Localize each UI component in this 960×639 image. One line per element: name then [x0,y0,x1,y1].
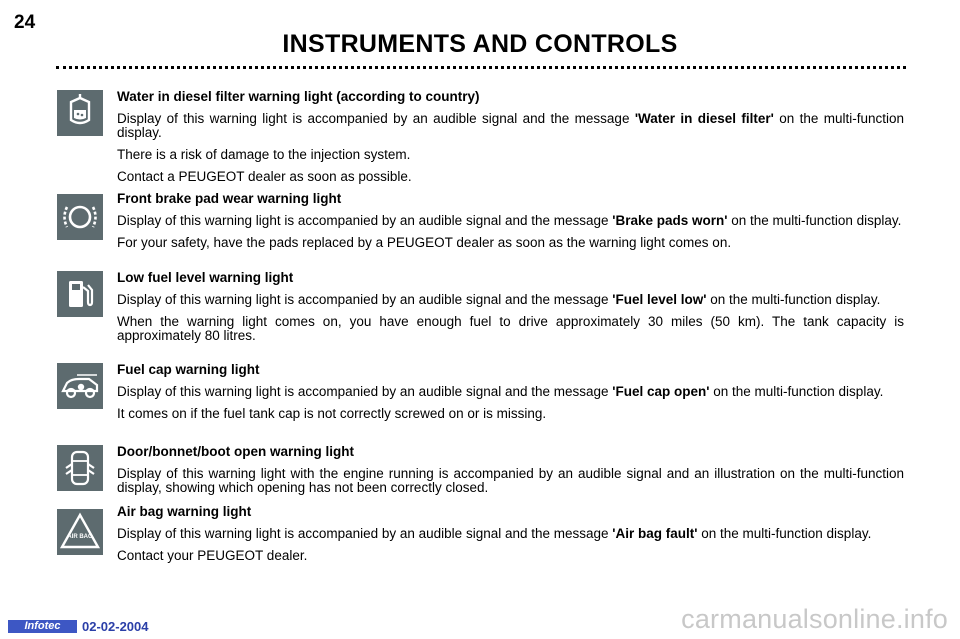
page-number: 24 [14,12,36,33]
display-message: 'Fuel cap open' [612,384,710,399]
dotted-divider [56,66,906,69]
section-paragraph: Display of this warning light is accompanied by an audible signal and the message 'Water in diesel filter' on the multi-function display. [117,111,904,140]
section-heading: Front brake pad wear warning light [117,191,342,206]
brake-pad-icon [57,194,103,240]
section-heading: Water in diesel filter warning light (according to country) [117,89,480,104]
section-paragraph: Display of this warning light is accompanied by an audible signal and the message 'Air bag fault' on the multi-function display. [117,526,872,541]
water-in-diesel-icon [57,90,103,136]
section-paragraph: When the warning light comes on, you have enough fuel to drive approximately 30 miles (50 km). The tank capacity is approximately 80 litres. [117,314,904,343]
air-bag-icon-label: AIR BAG [67,534,93,540]
section-paragraph: There is a risk of damage to the injection system. [117,147,411,162]
display-message: 'Brake pads worn' [612,213,728,228]
section-paragraph: Display of this warning light is accompanied by an audible signal and the message 'Fuel cap open' on the multi-function display. [117,384,884,399]
section-paragraph: Display of this warning light with the engine running is accompanied by an audible signal and an illustration on the multi-function display, showing which opening has not been correctly closed. [117,466,904,495]
watermark: carmanualsonline.info [681,604,948,634]
door-open-icon [57,445,103,491]
display-message: 'Water in diesel filter' [634,111,774,126]
section-heading: Door/bonnet/boot open warning light [117,444,354,459]
section-paragraph: Contact your PEUGEOT dealer. [117,548,308,563]
fuel-pump-icon [57,271,103,317]
display-message: 'Fuel level low' [612,292,707,307]
section-paragraph: It comes on if the fuel tank cap is not correctly screwed on or is missing. [117,406,547,421]
section-paragraph: Contact a PEUGEOT dealer as soon as possible. [117,169,412,184]
page-title: INSTRUMENTS AND CONTROLS [282,30,678,58]
fuel-cap-icon [57,363,103,409]
display-message: 'Air bag fault' [612,526,698,541]
section-paragraph: Display of this warning light is accompanied by an audible signal and the message 'Brake pads worn' on the multi-function display. [117,213,902,228]
section-heading: Fuel cap warning light [117,362,260,377]
section-paragraph: For your safety, have the pads replaced by a PEUGEOT dealer as soon as the warning light comes on. [117,235,732,250]
section-heading: Air bag warning light [117,504,252,519]
section-heading: Low fuel level warning light [117,270,294,285]
infotec-logo: Infotec [8,620,77,633]
footer-date: 02-02-2004 [82,619,149,634]
air-bag-icon [57,509,103,555]
section-paragraph: Display of this warning light is accompanied by an audible signal and the message 'Fuel level low' on the multi-function display. [117,292,881,307]
